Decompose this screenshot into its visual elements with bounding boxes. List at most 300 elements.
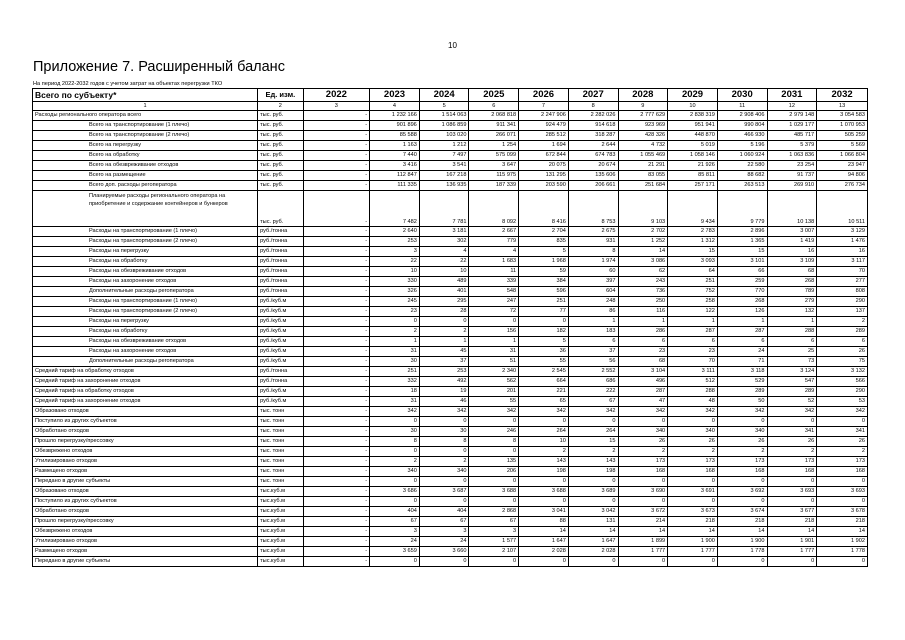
row-label: Расходы на захоронение отходов <box>33 347 258 357</box>
value-cell: 0 <box>817 417 868 427</box>
value-cell: 3 054 583 <box>817 111 868 121</box>
row-unit: тыс. тонн <box>258 477 303 487</box>
value-cell: - <box>303 287 370 297</box>
value-cell: 75 <box>817 357 868 367</box>
index-cell: 11 <box>717 102 767 111</box>
value-cell: 286 <box>618 327 668 337</box>
value-cell: 31 <box>469 347 519 357</box>
value-cell: 808 <box>817 287 868 297</box>
value-cell: 214 <box>618 517 668 527</box>
value-cell: 341 <box>817 427 868 437</box>
table-row <box>33 121 868 131</box>
value-cell: 46 <box>419 397 469 407</box>
table-row <box>33 227 868 237</box>
row-label: Расходы на захоронение отходов <box>33 277 258 287</box>
value-cell: 6 <box>668 337 718 347</box>
index-cell: 2 <box>258 102 303 111</box>
value-cell: 0 <box>767 557 817 567</box>
value-cell: 56 <box>568 357 618 367</box>
value-cell: 923 969 <box>618 121 668 131</box>
value-cell: 3 659 <box>370 547 420 557</box>
value-cell: 22 <box>370 257 420 267</box>
row-unit: тыс.куб.м <box>258 547 303 557</box>
value-cell: 26 <box>767 437 817 447</box>
value-cell: 485 717 <box>767 131 817 141</box>
value-cell: 9 434 <box>668 191 718 227</box>
table-row <box>33 417 868 427</box>
row-label: Расходы на перегрузку <box>33 317 258 327</box>
value-cell: 77 <box>519 307 569 317</box>
value-cell: 0 <box>519 317 569 327</box>
value-cell: 0 <box>469 557 519 567</box>
value-cell: 137 <box>817 307 868 317</box>
value-cell: - <box>303 181 370 191</box>
value-cell: 951 941 <box>668 121 718 131</box>
value-cell: 2 675 <box>568 227 618 237</box>
value-cell: 14 <box>668 527 718 537</box>
value-cell: 132 <box>767 307 817 317</box>
value-cell: 0 <box>519 477 569 487</box>
value-cell: - <box>303 377 370 387</box>
value-cell: 248 <box>568 297 618 307</box>
value-cell: 1 <box>717 317 767 327</box>
value-cell: 263 513 <box>717 181 767 191</box>
value-cell: 264 <box>568 427 618 437</box>
value-cell: 2 <box>419 457 469 467</box>
value-cell: 3 689 <box>568 487 618 497</box>
value-cell: 901 896 <box>370 121 420 131</box>
row-label: Расходы на обработку <box>33 327 258 337</box>
value-cell: 0 <box>469 497 519 507</box>
value-cell: 85 588 <box>370 131 420 141</box>
value-cell: 4 732 <box>618 141 668 151</box>
value-cell: 23 947 <box>817 161 868 171</box>
table-row <box>33 377 868 387</box>
value-cell: 686 <box>568 377 618 387</box>
row-unit: тыс. руб. <box>258 111 303 121</box>
value-cell: 2 247 906 <box>519 111 569 121</box>
value-cell: 332 <box>370 377 420 387</box>
value-cell: 674 783 <box>568 151 618 161</box>
value-cell: 566 <box>817 377 868 387</box>
index-cell: 7 <box>519 102 569 111</box>
value-cell: 26 <box>817 437 868 447</box>
value-cell: 259 <box>717 277 767 287</box>
value-cell: 2 979 148 <box>767 111 817 121</box>
row-unit: руб./тонна <box>258 227 303 237</box>
value-cell: 2 783 <box>668 227 718 237</box>
value-cell: 1 163 <box>370 141 420 151</box>
value-cell: 14 <box>717 527 767 537</box>
value-cell: 264 <box>519 427 569 437</box>
value-cell: 64 <box>668 267 718 277</box>
table-row <box>33 267 868 277</box>
value-cell: 24 <box>370 537 420 547</box>
index-row <box>33 102 868 111</box>
value-cell: 1 252 <box>618 237 668 247</box>
row-label: Прошло перегрузку/прессовку <box>33 517 258 527</box>
value-cell: 1 086 859 <box>419 121 469 131</box>
value-cell: 0 <box>370 557 420 567</box>
value-cell: - <box>303 297 370 307</box>
value-cell: 404 <box>370 507 420 517</box>
row-label: Утилизировано отходов <box>33 537 258 547</box>
value-cell: - <box>303 327 370 337</box>
value-cell: 62 <box>618 267 668 277</box>
row-unit: тыс.куб.м <box>258 537 303 547</box>
value-cell: 36 <box>519 347 569 357</box>
value-cell: 990 804 <box>717 121 767 131</box>
row-unit: руб./тонна <box>258 277 303 287</box>
index-cell: 12 <box>767 102 817 111</box>
row-unit: руб./куб.м <box>258 317 303 327</box>
table-row <box>33 467 868 477</box>
value-cell: 247 <box>469 297 519 307</box>
value-cell: 596 <box>519 287 569 297</box>
value-cell: 287 <box>717 327 767 337</box>
row-unit: тыс. тонн <box>258 447 303 457</box>
value-cell: 66 <box>717 267 767 277</box>
value-cell: 10 511 <box>817 191 868 227</box>
row-unit: тыс.куб.м <box>258 527 303 537</box>
table-row <box>33 357 868 367</box>
value-cell: - <box>303 457 370 467</box>
row-label: Всего на транспортирование (2 плечо) <box>33 131 258 141</box>
value-cell: 1 058 146 <box>668 151 718 161</box>
value-cell: 183 <box>568 327 618 337</box>
table-row <box>33 277 868 287</box>
value-cell: 21 926 <box>668 161 718 171</box>
row-unit: руб./куб.м <box>258 397 303 407</box>
header-year: 2031 <box>767 89 817 102</box>
value-cell: 287 <box>618 387 668 397</box>
value-cell: - <box>303 537 370 547</box>
value-cell: 342 <box>519 407 569 417</box>
value-cell: 736 <box>618 287 668 297</box>
value-cell: 0 <box>668 497 718 507</box>
row-unit: тыс. руб. <box>258 151 303 161</box>
value-cell: - <box>303 437 370 447</box>
value-cell: 1 901 <box>767 537 817 547</box>
value-cell: 1 647 <box>519 537 569 547</box>
value-cell: 26 <box>817 347 868 357</box>
value-cell: 1 778 <box>717 547 767 557</box>
value-cell: - <box>303 317 370 327</box>
row-unit: тыс. руб. <box>258 141 303 151</box>
value-cell: 1 <box>668 317 718 327</box>
table-row <box>33 497 868 507</box>
value-cell: 779 <box>469 237 519 247</box>
value-cell: 0 <box>419 447 469 457</box>
value-cell: 384 <box>519 277 569 287</box>
value-cell: 285 512 <box>519 131 569 141</box>
value-cell: - <box>303 487 370 497</box>
header-year: 2025 <box>469 89 519 102</box>
value-cell: - <box>303 141 370 151</box>
value-cell: 0 <box>568 497 618 507</box>
value-cell: 318 287 <box>568 131 618 141</box>
value-cell: 289 <box>717 387 767 397</box>
value-cell: 10 138 <box>767 191 817 227</box>
value-cell: 126 <box>717 307 767 317</box>
table-row <box>33 171 868 181</box>
value-cell: 206 661 <box>568 181 618 191</box>
value-cell: 15 <box>568 437 618 447</box>
value-cell: 931 <box>568 237 618 247</box>
row-unit: тыс. руб. <box>258 181 303 191</box>
value-cell: 0 <box>717 417 767 427</box>
table-row <box>33 151 868 161</box>
header-year: 2022 <box>303 89 370 102</box>
value-cell: 168 <box>618 467 668 477</box>
value-cell: 466 930 <box>717 131 767 141</box>
row-unit: руб./куб.м <box>258 357 303 367</box>
row-unit: руб./тонна <box>258 257 303 267</box>
value-cell: 201 <box>469 387 519 397</box>
value-cell: 1 900 <box>668 537 718 547</box>
row-unit: тыс.куб.м <box>258 517 303 527</box>
value-cell: 342 <box>469 407 519 417</box>
value-cell: 143 <box>519 457 569 467</box>
value-cell: 2 <box>568 447 618 457</box>
row-label: Средний тариф на обработку отходов <box>33 387 258 397</box>
value-cell: - <box>303 257 370 267</box>
value-cell: 198 <box>568 467 618 477</box>
table-row <box>33 447 868 457</box>
value-cell: 1 312 <box>668 237 718 247</box>
value-cell: - <box>303 507 370 517</box>
value-cell: 0 <box>568 417 618 427</box>
value-cell: 173 <box>668 457 718 467</box>
value-cell: 3 101 <box>717 257 767 267</box>
value-cell: 3 693 <box>817 487 868 497</box>
value-cell: 24 <box>717 347 767 357</box>
value-cell: - <box>303 161 370 171</box>
value-cell: 26 <box>717 437 767 447</box>
value-cell: 71 <box>717 357 767 367</box>
value-cell: 135 <box>469 457 519 467</box>
header-year: 2028 <box>618 89 668 102</box>
value-cell: - <box>303 171 370 181</box>
value-cell: 67 <box>469 517 519 527</box>
value-cell: 45 <box>419 347 469 357</box>
value-cell: 23 <box>668 347 718 357</box>
value-cell: 21 291 <box>618 161 668 171</box>
value-cell: 5 019 <box>668 141 718 151</box>
index-cell: 13 <box>817 102 868 111</box>
value-cell: 67 <box>419 517 469 527</box>
value-cell: 1 212 <box>419 141 469 151</box>
value-cell: 295 <box>419 297 469 307</box>
table-row <box>33 557 868 567</box>
value-cell: 0 <box>419 317 469 327</box>
row-label: Расходы на перегрузку <box>33 247 258 257</box>
table-row <box>33 347 868 357</box>
value-cell: 86 <box>568 307 618 317</box>
value-cell: 3 <box>370 247 420 257</box>
value-cell: 0 <box>767 417 817 427</box>
value-cell: 85 811 <box>668 171 718 181</box>
value-cell: - <box>303 557 370 567</box>
value-cell: 0 <box>519 497 569 507</box>
value-cell: 7 440 <box>370 151 420 161</box>
value-cell: 68 <box>767 267 817 277</box>
value-cell: 287 <box>668 327 718 337</box>
table-row <box>33 181 868 191</box>
value-cell: - <box>303 547 370 557</box>
value-cell: 0 <box>817 557 868 567</box>
row-unit: тыс. тонн <box>258 457 303 467</box>
value-cell: 3 541 <box>419 161 469 171</box>
value-cell: 9 779 <box>717 191 767 227</box>
value-cell: 1 <box>618 317 668 327</box>
row-label: Расходы на обезвреживание отходов <box>33 267 258 277</box>
value-cell: 37 <box>419 357 469 367</box>
value-cell: 31 <box>370 347 420 357</box>
value-cell: 3 117 <box>817 257 868 267</box>
value-cell: 30 <box>370 427 420 437</box>
value-cell: 0 <box>817 477 868 487</box>
value-cell: 2 <box>717 447 767 457</box>
value-cell: 59 <box>519 267 569 277</box>
value-cell: 4 <box>469 247 519 257</box>
row-label: Всего на размещение <box>33 171 258 181</box>
value-cell: 3 672 <box>618 507 668 517</box>
table-row <box>33 397 868 407</box>
value-cell: 20 075 <box>519 161 569 171</box>
row-label: Расходы регионального оператора всего <box>33 111 258 121</box>
value-cell: 24 <box>419 537 469 547</box>
value-cell: 258 <box>668 297 718 307</box>
table-row <box>33 337 868 347</box>
value-cell: 91 737 <box>767 171 817 181</box>
index-cell: 4 <box>370 102 420 111</box>
row-unit: руб./куб.м <box>258 347 303 357</box>
value-cell: 10 <box>519 437 569 447</box>
value-cell: 2 <box>370 457 420 467</box>
value-cell: 3 007 <box>767 227 817 237</box>
table-row <box>33 317 868 327</box>
value-cell: 2 068 818 <box>469 111 519 121</box>
row-label: Размещено отходов <box>33 547 258 557</box>
value-cell: 2 702 <box>618 227 668 237</box>
row-label: Передано в другие субъекты <box>33 477 258 487</box>
value-cell: - <box>303 227 370 237</box>
value-cell: 342 <box>370 407 420 417</box>
row-label: Прошло перегрузку/прессовку <box>33 437 258 447</box>
row-unit: руб./куб.м <box>258 307 303 317</box>
value-cell: 55 <box>519 357 569 367</box>
table-row <box>33 191 868 227</box>
value-cell: 289 <box>767 387 817 397</box>
value-cell: 1 683 <box>469 257 519 267</box>
value-cell: 914 618 <box>568 121 618 131</box>
value-cell: 25 <box>767 347 817 357</box>
index-cell: 3 <box>303 102 370 111</box>
value-cell: - <box>303 337 370 347</box>
value-cell: - <box>303 467 370 477</box>
value-cell: 14 <box>817 527 868 537</box>
value-cell: 23 <box>370 307 420 317</box>
row-unit: тыс. тонн <box>258 427 303 437</box>
header-unit: Ед. изм. <box>258 89 303 102</box>
value-cell: 5 196 <box>717 141 767 151</box>
value-cell: 3 686 <box>370 487 420 497</box>
value-cell: 340 <box>370 467 420 477</box>
value-cell: 8 <box>370 437 420 447</box>
table-row <box>33 247 868 257</box>
value-cell: 3 691 <box>668 487 718 497</box>
value-cell: 3 660 <box>419 547 469 557</box>
value-cell: 2 <box>519 447 569 457</box>
row-unit: тыс. руб. <box>258 161 303 171</box>
table-row <box>33 517 868 527</box>
row-unit: тыс.куб.м <box>258 487 303 497</box>
value-cell: 3 118 <box>717 367 767 377</box>
value-cell: 1 974 <box>568 257 618 267</box>
table-row <box>33 327 868 337</box>
value-cell: 136 935 <box>419 181 469 191</box>
value-cell: 1 232 166 <box>370 111 420 121</box>
row-label: Образовано отходов <box>33 487 258 497</box>
row-unit: руб./тонна <box>258 287 303 297</box>
value-cell: 302 <box>419 237 469 247</box>
value-cell: 218 <box>717 517 767 527</box>
value-cell: 0 <box>519 557 569 567</box>
value-cell: 3 <box>469 527 519 537</box>
value-cell: 51 <box>469 357 519 367</box>
value-cell: 496 <box>618 377 668 387</box>
value-cell: - <box>303 307 370 317</box>
value-cell: 253 <box>419 367 469 377</box>
value-cell: - <box>303 267 370 277</box>
value-cell: 505 259 <box>817 131 868 141</box>
value-cell: 1 777 <box>668 547 718 557</box>
value-cell: 52 <box>767 397 817 407</box>
value-cell: 67 <box>568 397 618 407</box>
value-cell: 326 <box>370 287 420 297</box>
value-cell: 1 070 953 <box>817 121 868 131</box>
value-cell: - <box>303 111 370 121</box>
row-label: Поступило из других субъектов <box>33 417 258 427</box>
table-row <box>33 477 868 487</box>
value-cell: 1 <box>568 317 618 327</box>
value-cell: 342 <box>767 407 817 417</box>
row-unit: тыс.куб.м <box>258 497 303 507</box>
value-cell: 2 777 629 <box>618 111 668 121</box>
value-cell: 752 <box>668 287 718 297</box>
value-cell: 288 <box>668 387 718 397</box>
value-cell: - <box>303 497 370 507</box>
value-cell: 16 <box>817 247 868 257</box>
value-cell: 48 <box>668 397 718 407</box>
value-cell: 55 <box>469 397 519 407</box>
value-cell: 547 <box>767 377 817 387</box>
row-unit: руб./тонна <box>258 367 303 377</box>
value-cell: 0 <box>519 417 569 427</box>
value-cell: 340 <box>717 427 767 437</box>
index-cell: 10 <box>668 102 718 111</box>
value-cell: 28 <box>419 307 469 317</box>
value-cell: 3 124 <box>767 367 817 377</box>
row-label: Средний тариф на захоронение отходов <box>33 397 258 407</box>
value-cell: 115 975 <box>469 171 519 181</box>
value-cell: 0 <box>419 557 469 567</box>
value-cell: 0 <box>717 477 767 487</box>
value-cell: 1 419 <box>767 237 817 247</box>
value-cell: 1 902 <box>817 537 868 547</box>
value-cell: 340 <box>618 427 668 437</box>
